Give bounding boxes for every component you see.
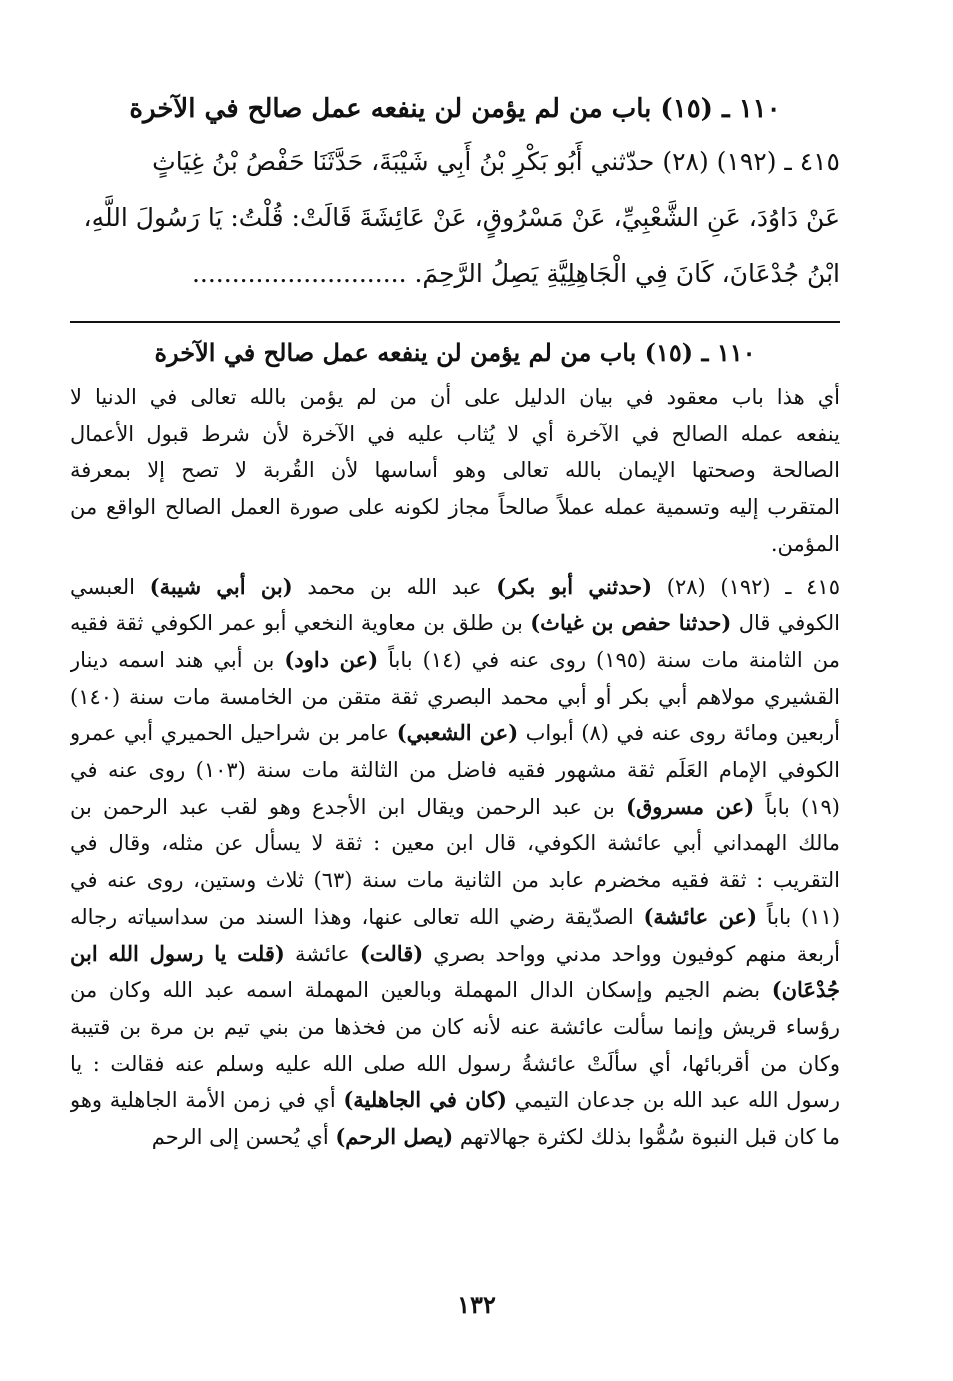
text-run: بن عبد الرحمن ويقال ابن الأجدع وهو لقب عبد الرحمن بن [70, 794, 627, 819]
commentary-paragraph-2 [70, 569, 840, 1156]
separator-line [70, 321, 840, 323]
paragraph-line [70, 1009, 840, 1046]
paragraph-line [70, 715, 840, 752]
bold-quote: (عن عائشة) [643, 903, 758, 929]
matn-line: ابْنُ جُدْعَانَ، كَانَ فِي الْجَاهِلِيَّةِ يَصِلُ الرَّحِمَ. ........................... [191, 259, 840, 288]
paragraph-line [70, 605, 840, 642]
paragraph-line [70, 1082, 840, 1119]
paragraph-line [70, 789, 840, 826]
paragraph-line [70, 972, 840, 1009]
matn-line: ٤١٥ ـ (١٩٢) (٢٨) حدّثني أَبُو بَكْرِ بْنُ أَبِي شَيْبَةَ، حَدَّثَنَا حَفْصُ بْنُ غِيَاثٍ [152, 147, 840, 176]
text-run: ما كان قبل النبوة سُمُّوا بذلك لكثرة جهالاتهم [453, 1125, 840, 1150]
bold-quote: (يصل الرحم) [335, 1124, 454, 1150]
matn-text [70, 134, 840, 302]
text-run: ٤١٥ ـ (١٩٢) (٢٨) [652, 574, 840, 599]
text-run: أي يُحسن إلى الرحم [151, 1125, 336, 1150]
text-run: التقريب : ثقة فقيه مخضرم عابد من الثانية مات سنة (٦٣) ثلاث وستين، روى عنه في [70, 868, 840, 893]
text-run: العبسي [70, 574, 150, 599]
text-run: عبد الله بن محمد [292, 574, 497, 599]
paragraph-line: المتقرب إليه وتسمية عمله عملاً صالحاً مجاز لكونه على صورة العمل الصالح الواقع من [70, 495, 840, 520]
paragraph-line [70, 569, 840, 606]
bold-quote: (قالت) [359, 940, 424, 966]
text-run: عائشة [284, 941, 360, 966]
text-run: رسول الله عبد الله بن جدعان التيمي [507, 1088, 840, 1113]
bold-quote: (حدثنا حفص بن غياث) [530, 610, 732, 636]
bold-quote: جُدْعَان) [771, 977, 840, 1003]
paragraph-line: المؤمن. [770, 531, 840, 556]
text-run: بضم الجيم وإسكان الدال المهملة وبالعين المهملة اسمه عبد الله وكان من [70, 978, 772, 1003]
text-run: بن أبي هند اسمه دينار [70, 647, 285, 672]
text-run: بن طلق بن معاوية النخعي أبو عمر الكوفي ثقة فقيه [70, 611, 531, 636]
paragraph-line [70, 936, 840, 973]
commentary-paragraph-1 [70, 379, 840, 563]
bold-quote: (عن مسروق) [626, 793, 755, 819]
text-run: أي في زمن الأمة الجاهلية وهو [70, 1088, 344, 1113]
text-run: (١٩) باباً [754, 794, 840, 819]
commentary-heading: ١١٠ ـ (١٥) باب من لم يؤمن لن ينفعه عمل صالح في الآخرة [154, 338, 756, 367]
text-run: الكوفي الإمام العَلَم ثقة مشهور فقيه فاضل من الثالثة مات سنة (١٠٣) روى عنه في [70, 758, 840, 783]
paragraph-line [70, 679, 840, 716]
paragraph-line: ينفعه عمله الصالح في الآخرة أي لا يُثاب عليه في الآخرة لأن شرط قبول الأعمال [70, 421, 840, 446]
text-run: من الثامنة مات سنة (١٩٥) روى عنه في (١٤) باباً [378, 647, 840, 672]
bold-quote: (قلت يا رسول الله ابن [70, 940, 285, 966]
paragraph-line [70, 899, 840, 936]
paragraph-line [70, 862, 840, 899]
page-number: ١٣٢ [457, 1290, 496, 1319]
bold-quote: (عن الشعبي) [396, 720, 519, 746]
text-run: أربعين ومائة روى عنه في (٨) أبواب [518, 721, 840, 746]
commentary-section [70, 333, 840, 1156]
text-run: مالك الهمداني أبي عائشة الكوفي، قال ابن معين : ثقة لا يسأل عن مثله، وقال في [70, 831, 840, 856]
paragraph-line [70, 825, 840, 862]
text-run: الصدّيقة رضي الله تعالى عنها، وهذا السند من سداسياته رجاله [70, 904, 644, 929]
bold-quote: (عن داود) [284, 646, 379, 672]
text-run: أربعة منهم كوفيون وواحد مدني وواحد بصري [423, 941, 840, 966]
paragraph-line [70, 642, 840, 679]
paragraph-line: الصالحة وصحتها الإيمان بالله تعالى وهو أساسها لأن القُربة لا تصح إلا بمعرفة [70, 458, 840, 483]
bold-quote: (كان في الجاهلية) [343, 1087, 507, 1113]
page-content [70, 88, 840, 1150]
text-run: رؤساء قريش وإنما سألت عائشة عنه لأنه كان من فخذها من بني تيم بن مرة بن قتيبة [70, 1014, 840, 1039]
paragraph-line [70, 1119, 840, 1156]
paragraph-line: أي هذا باب معقود في بيان الدليل على أن من لم يؤمن بالله تعالى في الدنيا لا [70, 385, 840, 409]
text-run: القشيري مولاهم أبي بكر أو أبي محمد البصري ثقة متقن من الخامسة مات سنة (١٤٠) [70, 684, 840, 709]
bold-quote: (حدثني أبو بكر) [496, 573, 653, 599]
paragraph-line [70, 752, 840, 789]
matn-line: عَنْ دَاوُدَ، عَنِ الشَّعْبِيِّ، عَنْ مَسْرُوقٍ، عَنْ عَائِشَةَ قَالَتْ: قُلْتُ: يَا رَسُولَ اللَّهِ، [83, 203, 840, 232]
matn-heading: ١١٠ ـ (١٥) باب من لم يؤمن لن ينفعه عمل صالح في الآخرة [129, 94, 781, 124]
text-run: الكوفي قال [731, 611, 840, 636]
paragraph-line [70, 1046, 840, 1083]
text-run: وكان من أقربائها، أي سألَتْ عائشةُ رسول الله صلى الله عليه وسلم عنه فقالت : يا [70, 1051, 840, 1076]
text-run: عامر بن شراحيل الحميري أبي عمرو [70, 721, 397, 746]
text-run: (١١) باباً [757, 904, 840, 929]
bold-quote: (بن أبي شيبة) [149, 573, 293, 599]
